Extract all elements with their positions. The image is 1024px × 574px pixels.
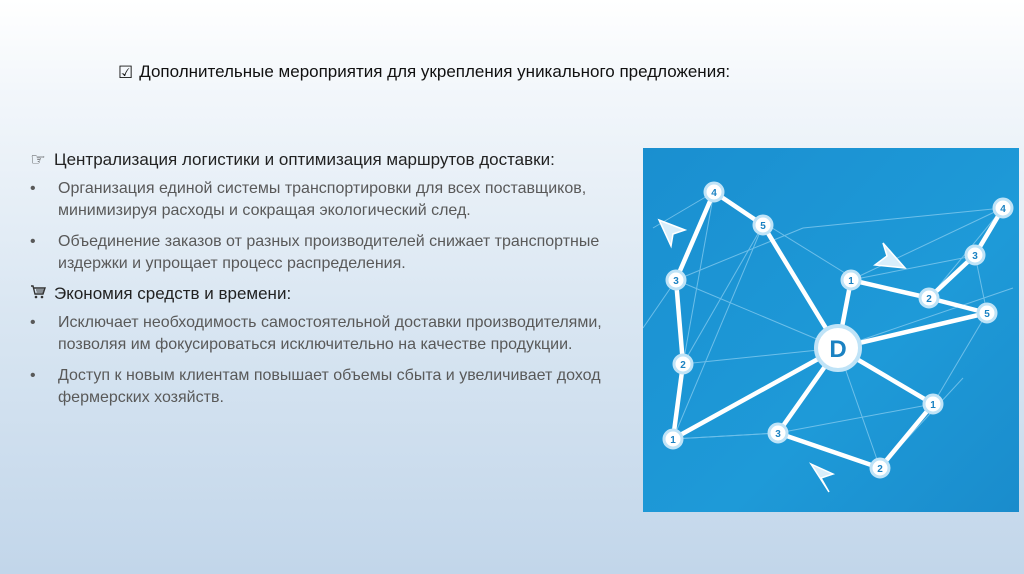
node-5-left	[754, 216, 772, 234]
list-item	[28, 231, 640, 275]
shopping-cart-svg	[30, 285, 46, 299]
node-3-bottom	[769, 424, 787, 442]
checkbox-icon: ☑	[118, 62, 134, 82]
list-item	[28, 312, 640, 356]
slide-title-text: Дополнительные мероприятия для укрепления уникального предложения:	[139, 62, 731, 81]
section-heading-savings	[28, 284, 640, 304]
node-2-top	[920, 289, 938, 307]
svg-text:5: 5	[984, 309, 990, 320]
node-4-left	[705, 183, 723, 201]
navigation-arrow-icon	[659, 220, 685, 246]
svg-text:3: 3	[673, 276, 679, 287]
svg-text:1: 1	[930, 400, 936, 411]
svg-text:3: 3	[775, 429, 781, 440]
list-item	[28, 178, 640, 222]
node-4-top	[994, 199, 1012, 217]
network-diagram	[643, 148, 1019, 512]
node-1-left	[664, 430, 682, 448]
svg-text:5: 5	[760, 221, 766, 232]
node-2-bottom	[871, 459, 889, 477]
section-heading-text: Экономия средств и времени:	[54, 284, 292, 303]
svg-text:4: 4	[711, 188, 717, 199]
navigation-arrows	[659, 220, 905, 492]
pointing-hand-icon: ☞	[30, 150, 46, 169]
network-graphic	[643, 148, 1019, 512]
node-1-right	[924, 395, 942, 413]
bullet-icon: •	[30, 233, 36, 250]
navigation-arrow-icon	[875, 243, 905, 268]
node-3-left	[667, 271, 685, 289]
svg-text:3: 3	[972, 251, 978, 262]
section-heading-logistics	[28, 150, 640, 170]
node-5-right	[978, 304, 996, 322]
svg-text:4: 4	[1000, 204, 1006, 215]
node-2-left	[674, 355, 692, 373]
svg-text:1: 1	[670, 435, 676, 446]
bullet-icon: •	[30, 314, 36, 331]
svg-text:1: 1	[848, 276, 854, 287]
bullet-text: Объединение заказов от разных производителей снижает транспортные издержки и упрощает процесс распределения.	[58, 233, 600, 272]
svg-text:2: 2	[680, 360, 686, 371]
section-heading-text: Централизация логистики и оптимизация маршрутов доставки:	[54, 150, 555, 169]
bullet-icon: •	[30, 367, 36, 384]
shopping-cart-icon	[28, 284, 48, 304]
bullet-text: Организация единой системы транспортировки для всех поставщиков, минимизируя расходы и сокращая экологический след.	[58, 180, 587, 219]
node-1-top	[842, 271, 860, 289]
svg-text:D: D	[829, 336, 847, 363]
svg-text:2: 2	[926, 294, 932, 305]
bullet-text: Исключает необходимость самостоятельной доставки производителями, позволяя им фокусироваться исключительно на качестве продукции.	[58, 314, 602, 353]
list-item	[28, 365, 640, 409]
navigation-arrow-icon	[811, 464, 833, 492]
hub-node-d	[816, 326, 860, 370]
bullet-text: Доступ к новым клиентам повышает объемы сбыта и увеличивает доход фермерских хозяйств.	[58, 367, 601, 406]
slide-title	[118, 62, 878, 82]
node-3-top	[966, 246, 984, 264]
slide-content	[28, 150, 640, 418]
bullet-icon: •	[30, 180, 36, 197]
svg-text:2: 2	[877, 464, 883, 475]
